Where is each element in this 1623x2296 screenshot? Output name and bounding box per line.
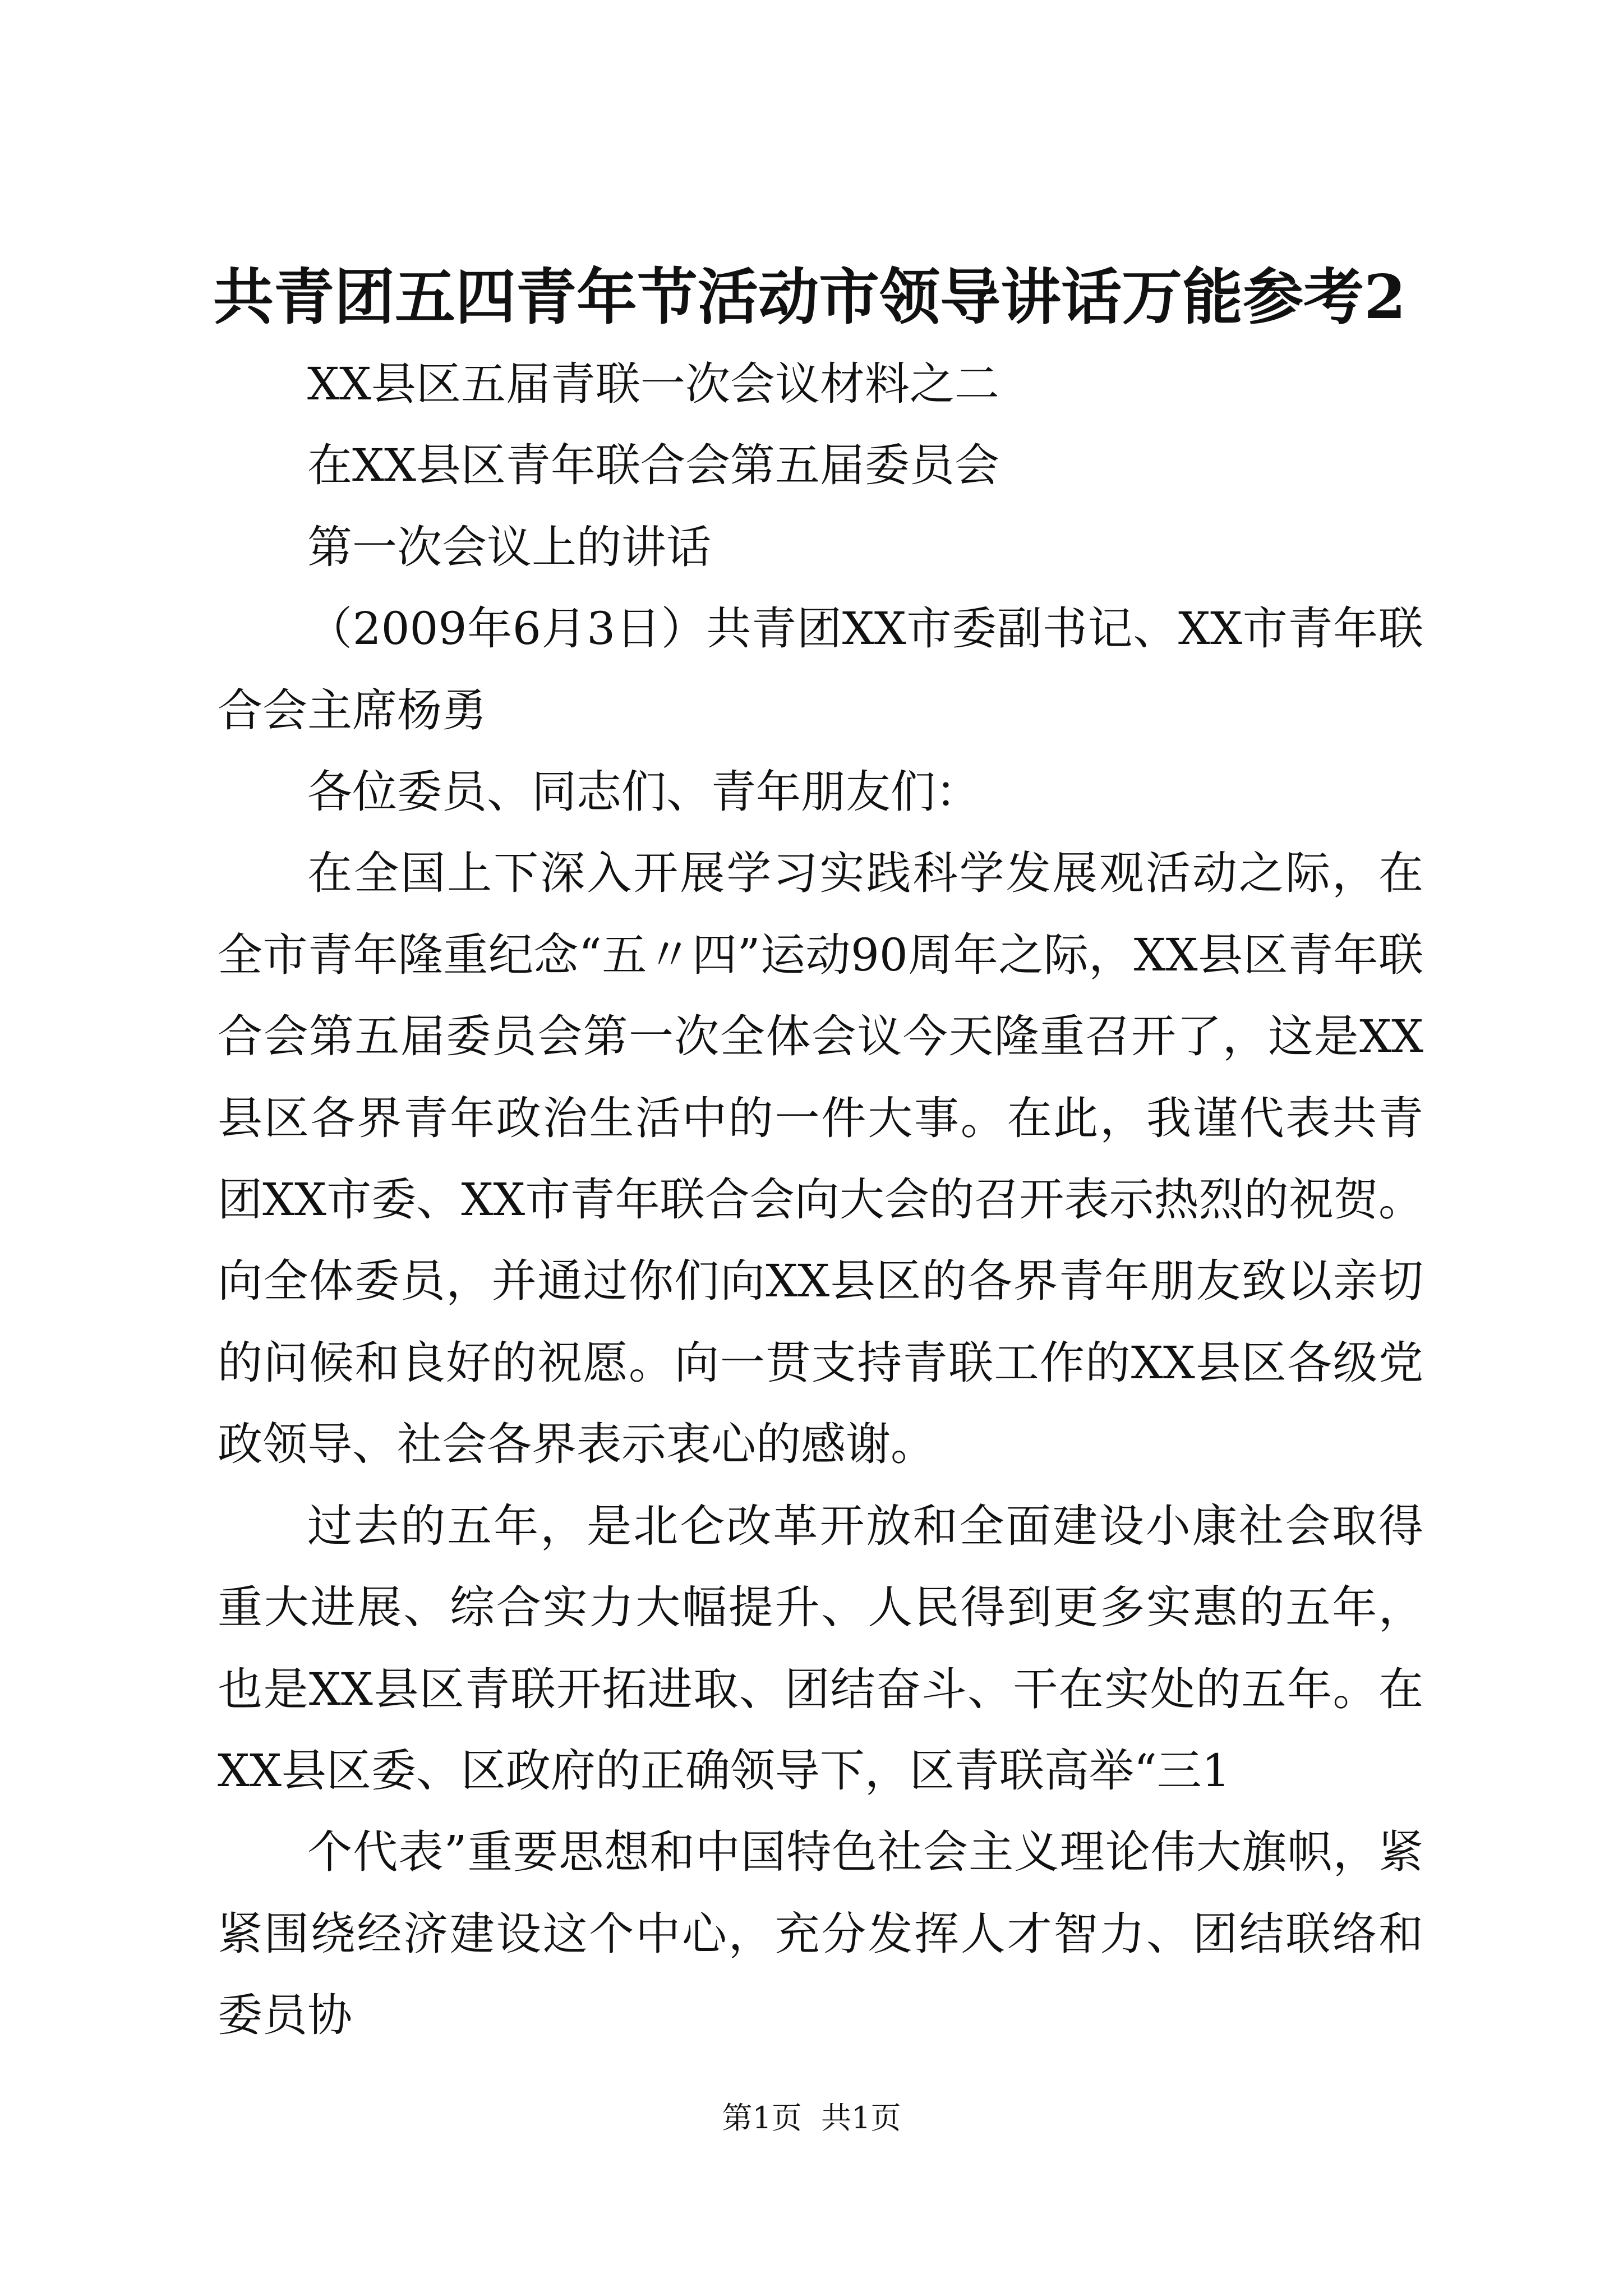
paragraph-date-speaker: （2009年6月3日）共青团XX市委副书记、XX市青年联合会主席杨勇 [218, 602, 1423, 737]
paragraph-continuation: 个代表”重要思想和中国特色社会主义理论伟大旗帜，紧紧围绕经济建设这个中心，充分发挥人才智力、团结联络和委员协 [218, 1826, 1423, 2042]
page-footer: 第1页 共1页 [722, 2100, 901, 2136]
paragraph-material-heading: XX县区五届青联一次会议材料之二 [307, 358, 999, 410]
paragraph-opening: 在全国上下深入开展学习实践科学发展观活动之际，在全市青年隆重纪念“五〃四”运动90周年之际，XX县区青年联合会第五届委员会第一次全体会议今天隆重召开了，这是XX县区各界青年政治生活中的一件大事。在此，我谨代表共青团XX市委、XX市青年联合会向大会的召开表示热烈的祝贺。向全体委员，并通过你们向XX县区的各界青年朋友致以亲切的问候和良好的祝愿。向一贯支持青联工作的XX县区各级党政领导、社会各界表示衷心的感谢。 [218, 847, 1423, 1471]
document-title: 共青团五四青年节活动市领导讲话万能参考2 [213, 262, 1407, 333]
paragraph-past-five-years: 过去的五年，是北仑改革开放和全面建设小康社会取得重大进展、综合实力大幅提升、人民得到更多实惠的五年，也是XX县区青联开拓进取、团结奋斗、干在实处的五年。在XX县区委、区政府的正确领导下，区青联高举“三1 [218, 1499, 1423, 1797]
document-body [218, 343, 1423, 2056]
paragraph-salutation: 各位委员、同志们、青年朋友们： [307, 766, 980, 818]
paragraph-speech-heading: 第一次会议上的讲话 [307, 521, 711, 573]
paragraph-meeting-heading: 在XX县区青年联合会第五届委员会 [307, 439, 999, 492]
